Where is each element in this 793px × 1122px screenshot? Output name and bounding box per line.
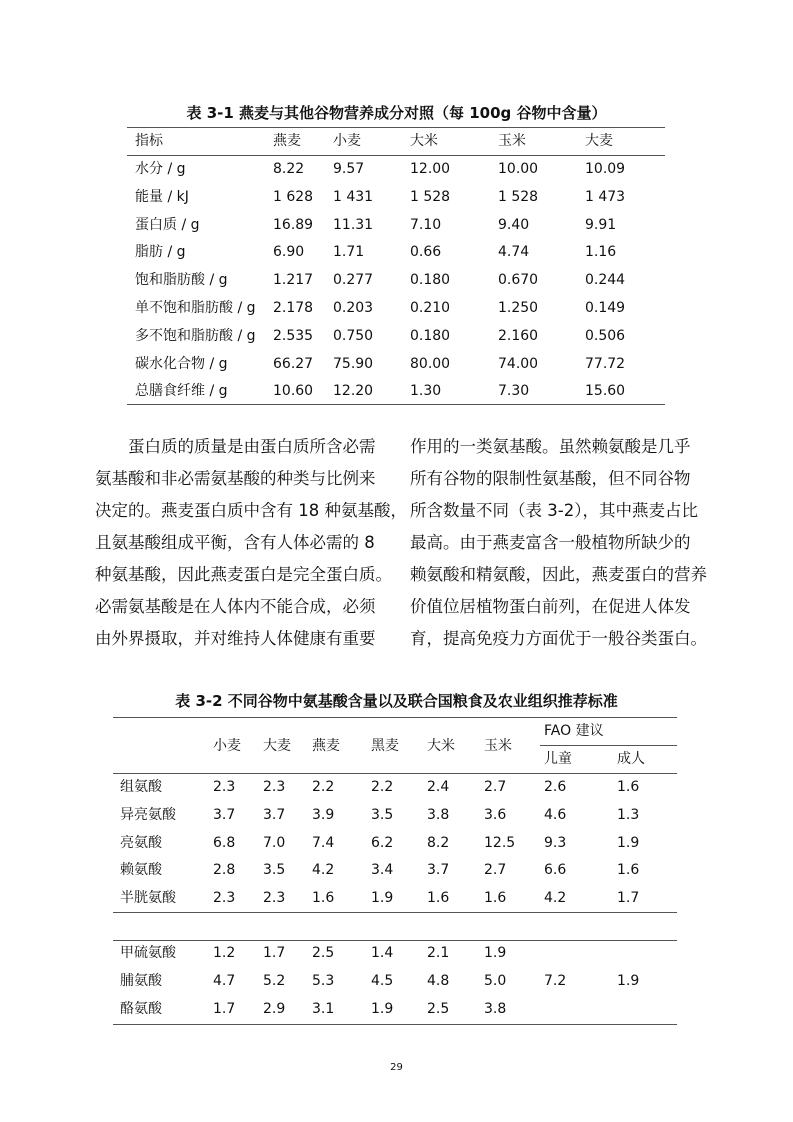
table2-cell: 6.2: [371, 834, 394, 851]
table2-cell: 2.1: [427, 945, 450, 961]
table2-cell: 2.3: [213, 890, 236, 907]
table2-cell: 2.9: [263, 1000, 286, 1017]
table1-cell: 9.40: [498, 216, 530, 233]
table1-row-label: 脂肪 / g: [135, 244, 186, 261]
table2-header-cell: 小麦: [213, 738, 241, 754]
table2-fao-cell: 7.2: [544, 973, 567, 989]
table1-row-label: 蛋白质 / g: [135, 216, 200, 233]
table2-header-cell: 燕麦: [312, 738, 340, 754]
paragraph-line: 决定的。燕麦蛋白质中含有 18 种氨基酸，: [95, 501, 407, 520]
table2-cell: 5.2: [263, 972, 286, 989]
table2-top-rule: [113, 717, 677, 718]
table1-cell: 10.00: [498, 161, 539, 177]
table1-cell: 0.244: [585, 272, 626, 289]
table2-cell: 2.4: [427, 779, 450, 795]
table2-cell: 2.3: [263, 890, 286, 907]
paragraph-line: 价值位居植物蛋白前列，在促进人体发: [410, 597, 691, 616]
table2-cell: 1.6: [312, 890, 335, 907]
table1-cell: 1 628: [273, 188, 314, 205]
table2-cell: 3.4: [371, 862, 394, 879]
paragraph-line: 最高。由于燕麦富含一般植物所缺少的: [410, 533, 691, 552]
table2-group2-top-rule: [113, 940, 677, 941]
page-number: 29: [390, 1062, 403, 1073]
table2-cell: 2.8: [213, 862, 236, 879]
table2-cell: 1.6: [484, 890, 507, 907]
table2-cell: 3.6: [484, 806, 507, 823]
table2-cell: 3.8: [484, 1000, 507, 1017]
table2-cell: 12.5: [484, 834, 516, 851]
table2-cell: 1.4: [371, 945, 394, 961]
paragraph-line: 赖氨酸和精氨酸，因此，燕麦蛋白的营养: [410, 565, 707, 584]
table1-cell: 7.30: [498, 383, 530, 400]
table2-row-label: 脯氨酸: [120, 972, 162, 989]
table1-cell: 0.66: [410, 244, 442, 261]
table1-cell: 1 528: [410, 188, 451, 205]
table2-row-label: 亮氨酸: [120, 834, 162, 851]
table1-cell: 0.180: [410, 327, 451, 344]
table1-bottom-rule: [127, 404, 665, 405]
table2-cell: 3.7: [213, 806, 236, 823]
table2-cell: 9.3: [544, 834, 567, 851]
table2-cell: 1.6: [617, 862, 640, 879]
table2-cell: 6.6: [544, 862, 567, 879]
table1-cell: 1.71: [333, 244, 365, 261]
table2-cell: 2.5: [427, 1000, 450, 1017]
table1-row-label: 能量 / kJ: [135, 188, 189, 205]
table2-cell: 2.7: [484, 779, 507, 795]
paragraph-line: 蛋白质的质量是由蛋白质所含必需: [128, 437, 376, 456]
table1-header-cell: 燕麦: [273, 133, 301, 149]
table1-row-label: 水分 / g: [135, 161, 186, 177]
table2-cell: 3.7: [263, 806, 286, 823]
table1-cell: 2.160: [498, 327, 539, 344]
table1-cell: 8.22: [273, 161, 305, 177]
table1-cell: 12.00: [410, 161, 451, 177]
table1-cell: 0.670: [498, 272, 539, 289]
table2-cell: 1.9: [484, 945, 507, 961]
table2-cell: 4.6: [544, 806, 567, 823]
paragraph-line: 育，提高免疫力方面优于一般谷类蛋白。: [410, 629, 707, 648]
table2-cell: 1.6: [427, 890, 450, 907]
table2-fao-header: FAO 建议: [544, 723, 604, 739]
table2-cell: 4.2: [312, 862, 335, 879]
table2-cell: 2.2: [312, 779, 335, 795]
table1-cell: 9.91: [585, 216, 617, 233]
table2-cell: 2.3: [213, 779, 236, 795]
table1-cell: 7.10: [410, 216, 442, 233]
table1-cell: 1 431: [333, 188, 374, 205]
table2-cell: 3.1: [312, 1000, 335, 1017]
table2-cell: 2.6: [544, 779, 567, 795]
table1-cell: 0.210: [410, 300, 451, 316]
table2-cell: 3.7: [427, 862, 450, 879]
table1-cell: 9.57: [333, 161, 365, 177]
table1-cell: 74.00: [498, 355, 539, 372]
table1-header-cell: 指标: [135, 133, 163, 149]
table2-row-label: 赖氨酸: [120, 862, 162, 879]
table2-cell: 3.5: [371, 806, 394, 823]
table1-header-cell: 小麦: [333, 133, 361, 149]
paragraph-line: 作用的一类氨基酸。虽然赖氨酸是几乎: [410, 437, 691, 456]
table2-cell: 7.4: [312, 834, 335, 851]
paragraph-line: 由外界摄取，并对维持人体健康有重要: [95, 629, 376, 648]
paragraph-line: 所有谷物的限制性氨基酸，但不同谷物: [410, 469, 691, 488]
table2-cell: 1.7: [263, 945, 286, 961]
paragraph-line: 必需氨基酸是在人体内不能合成，必须: [95, 597, 376, 616]
table2-row-label: 甲硫氨酸: [120, 945, 176, 961]
table2-cell: 4.7: [213, 972, 236, 989]
table2-cell: 1.9: [371, 890, 394, 907]
table2-cell: 3.5: [263, 862, 286, 879]
table1-cell: 10.09: [585, 161, 626, 177]
table1-cell: 12.20: [333, 383, 374, 400]
table2-cell: 2.5: [312, 945, 335, 961]
table1-cell: 0.277: [333, 272, 374, 289]
table1-cell: 0.180: [410, 272, 451, 289]
table2-row-label: 异亮氨酸: [120, 806, 176, 823]
table2-fao-rule: [540, 745, 677, 746]
table1-cell: 1 473: [585, 188, 626, 205]
table1-cell: 66.27: [273, 355, 314, 372]
table1-header-cell: 大米: [410, 133, 438, 149]
table2-cell: 8.2: [427, 834, 450, 851]
table1-row-label: 碳水化合物 / g: [135, 355, 228, 372]
table2-group1-bottom-rule: [113, 912, 677, 913]
table2-header-cell: 玉米: [484, 738, 512, 754]
table1-top-rule: [127, 127, 665, 128]
table1-cell: 4.74: [498, 244, 530, 261]
table1-row-label: 饱和脂肪酸 / g: [135, 272, 228, 289]
table2-cell: 7.0: [263, 834, 286, 851]
table1-cell: 1.16: [585, 244, 617, 261]
table1-header-rule: [127, 155, 665, 156]
paragraph-line: 且氨基酸组成平衡，含有人体必需的 8: [95, 533, 375, 552]
table1-cell: 0.750: [333, 327, 374, 344]
paragraph-line: 种氨基酸，因此燕麦蛋白是完全蛋白质。: [95, 565, 392, 584]
table2-cell: 1.2: [213, 945, 236, 961]
table2-cell: 1.9: [617, 834, 640, 851]
table1-row-label: 单不饱和脂肪酸 / g: [135, 300, 256, 316]
table2-cell: 4.5: [371, 972, 394, 989]
table2-cell: 3.9: [312, 806, 335, 823]
table2-cell: 1.7: [617, 890, 640, 907]
table1-cell: 0.149: [585, 300, 626, 316]
table1-header-cell: 大麦: [585, 133, 613, 149]
table1-cell: 2.178: [273, 300, 314, 316]
table1-cell: 16.89: [273, 216, 314, 233]
table2-title: 表 3-2 不同谷物中氨基酸含量以及联合国粮食及农业组织推荐标准: [175, 692, 618, 710]
table2-fao-subheader: 成人: [617, 751, 645, 767]
table1-row-label: 多不饱和脂肪酸 / g: [135, 327, 256, 344]
paragraph-line: 所含数量不同（表 3-2），其中燕麦占比: [410, 501, 698, 520]
table2-cell: 1.6: [617, 779, 640, 795]
table1-cell: 11.31: [333, 216, 374, 233]
table2-cell: 4.2: [544, 890, 567, 907]
table2-cell: 1.9: [371, 1000, 394, 1017]
table1-header-cell: 玉米: [498, 133, 526, 149]
table1-cell: 0.506: [585, 327, 626, 344]
paragraph-line: 氨基酸和非必需氨基酸的种类与比例来: [95, 469, 376, 488]
table2-cell: 2.2: [371, 779, 394, 795]
table1-cell: 2.535: [273, 327, 314, 344]
table2-cell: 3.8: [427, 806, 450, 823]
table1-cell: 75.90: [333, 355, 374, 372]
table2-cell: 4.8: [427, 972, 450, 989]
table1-cell: 6.90: [273, 244, 305, 261]
table2-row-label: 半胱氨酸: [120, 890, 176, 907]
table1-cell: 77.72: [585, 355, 626, 372]
table2-fao-subheader: 儿童: [544, 751, 572, 767]
table1-row-label: 总膳食纤维 / g: [135, 383, 228, 400]
table2-header-cell: 大米: [427, 738, 455, 754]
table2-row-label: 酪氨酸: [120, 1000, 162, 1017]
table2-bottom-rule: [113, 1024, 677, 1025]
table2-cell: 5.3: [312, 972, 335, 989]
table1-cell: 1 528: [498, 188, 539, 205]
table2-cell: 2.3: [263, 779, 286, 795]
table2-fao-cell: 1.9: [617, 973, 640, 989]
table1-cell: 10.60: [273, 383, 314, 400]
table1-cell: 15.60: [585, 383, 626, 400]
table2-cell: 2.7: [484, 862, 507, 879]
table1-cell: 1.217: [273, 272, 314, 289]
table2-header-rule: [113, 773, 677, 774]
table1-cell: 1.250: [498, 300, 539, 316]
table2-header-cell: 黑麦: [371, 738, 399, 754]
table2-header-cell: 大麦: [263, 738, 291, 754]
table1-title: 表 3-1 燕麦与其他谷物营养成分对照（每 100g 谷物中含量）: [186, 104, 607, 122]
table2-cell: 5.0: [484, 972, 507, 989]
table2-cell: 1.7: [213, 1000, 236, 1017]
table2-row-label: 组氨酸: [120, 779, 162, 795]
table2-cell: 6.8: [213, 834, 236, 851]
table1-cell: 0.203: [333, 300, 374, 316]
table2-cell: 1.3: [617, 806, 640, 823]
table1-cell: 80.00: [410, 355, 451, 372]
table1-cell: 1.30: [410, 383, 442, 400]
